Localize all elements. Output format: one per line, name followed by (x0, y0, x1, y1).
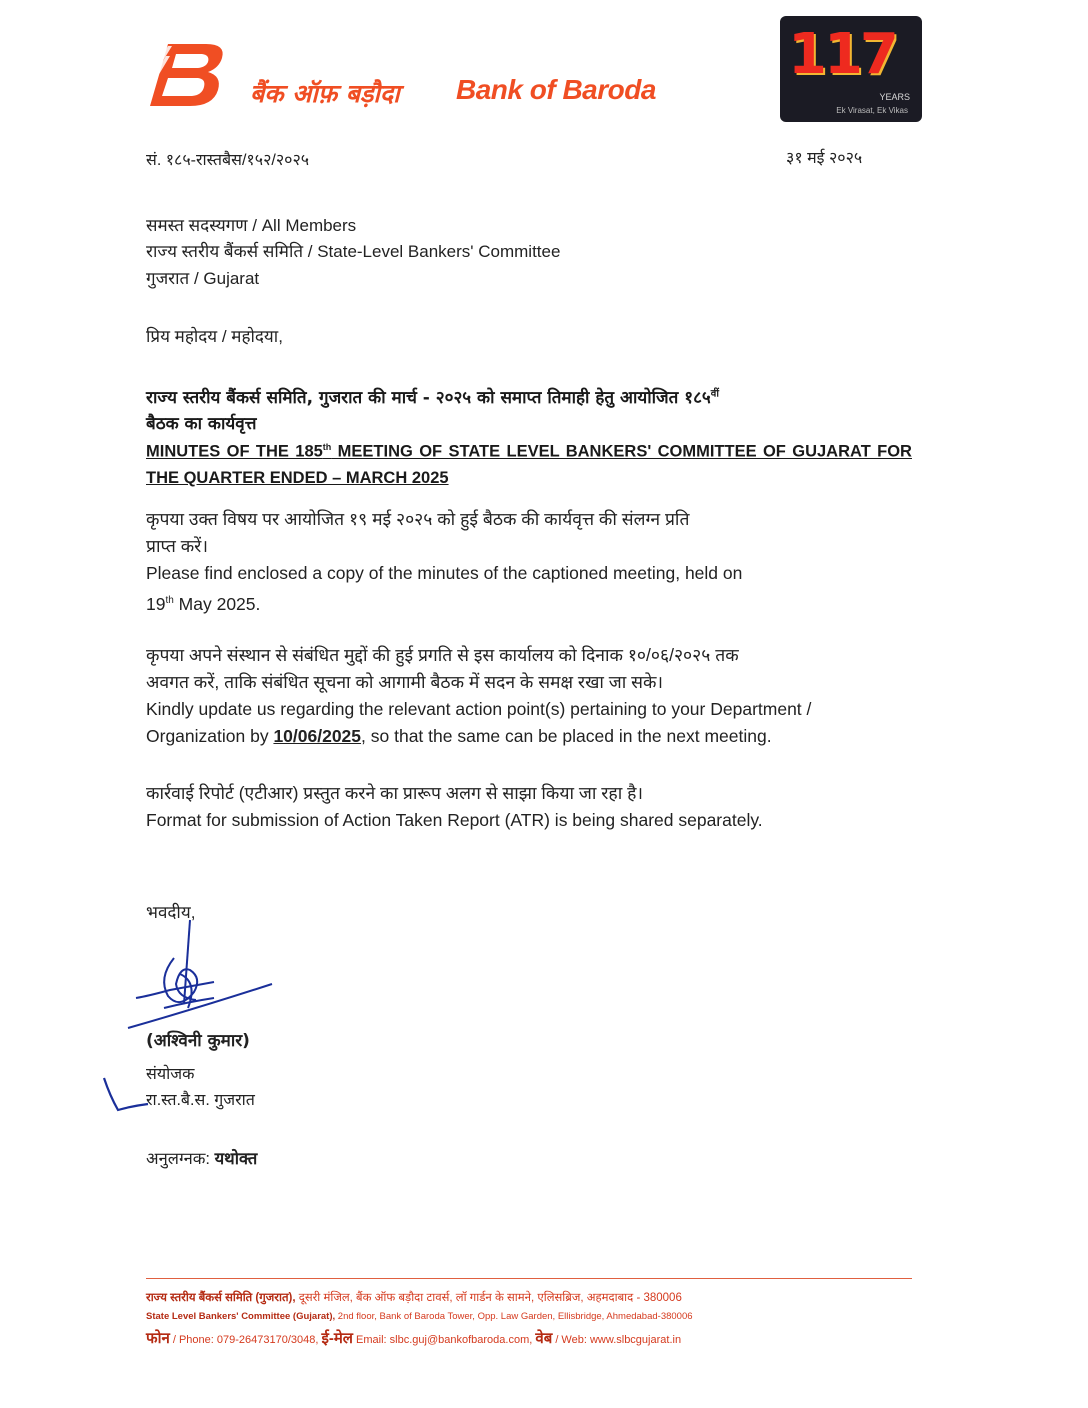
enclosure: अनुलग्नक: यथोक्त (146, 1149, 258, 1168)
para-3-hindi: कार्रवाई रिपोर्ट (एटीआर) प्रस्तुत करने का प्रारूप अलग से साझा किया जा रहा है। (146, 783, 644, 803)
footer-address-hindi: राज्य स्तरीय बैंकर्स समिति (गुजरात), दूसरी मंजिल, बैंक ऑफ बड़ौदा टावर्स, लॉ गार्डन के सामने, एलिसब्रिज, अहमदाबाद - 380006 (146, 1292, 682, 1304)
badge-years: YEARS (879, 92, 910, 102)
badge-subtitle: Ek Virasat, Ek Vikas (836, 106, 908, 115)
anniversary-badge (780, 16, 922, 122)
addressee-line-3: गुजरात / Gujarat (146, 269, 260, 288)
para-3-english: Format for submission of Action Taken Report (ATR) is being shared separately. (146, 810, 763, 830)
signatory-name: (अश्विनी कुमार) (146, 1031, 250, 1051)
letter-date: ३१ मई २०२५ (786, 150, 863, 167)
signatory-organization: रा.स्त.बै.स. गुजरात (146, 1092, 255, 1109)
para-2-hindi-line-1: कृपया अपने संस्थान से संबंधित मुद्दों की हुई प्रगति से इस कार्यालय को दिनाक १०/०६/२०२५ तक (146, 645, 739, 665)
bank-of-baroda-logo-icon (146, 42, 228, 108)
para-2 (146, 642, 912, 750)
addressee-line-1: समस्त सदस्यगण / All Members (146, 216, 357, 235)
para-1-hindi-line-2: प्राप्त करें। (146, 536, 208, 556)
sign-off: भवदीय, (146, 903, 196, 922)
para-1-english-line-2: 19th May 2025. (146, 593, 261, 614)
para-2-english-line-1: Kindly update us regarding the relevant action point(s) pertaining to your Department / (146, 699, 812, 719)
footer-address-english: State Level Bankers' Committee (Gujarat), 2nd floor, Bank of Baroda Tower, Opp. Law Garden, Ellisbridge, Ahmedabad-380006 (146, 1311, 693, 1322)
footer-contact: फोन / Phone: 079-26473170/3048, ई-मेल Email: slbc.guj@bankofbaroda.com, वेब / Web: www.slbcgujarat.in (146, 1330, 682, 1347)
para-2-english-line-2: Organization by 10/06/2025, so that the same can be placed in the next meeting. (146, 726, 772, 746)
handwritten-signature (118, 918, 288, 1046)
signatory-designation: संयोजक (146, 1066, 195, 1083)
para-1-hindi-line-1: कृपया उक्त विषय पर आयोजित १९ मई २०२५ को हुई बैठक की कार्यवृत्त की संलग्न प्रति (146, 509, 690, 529)
subject-hindi-line-2: बैठक का कार्यवृत्त (146, 414, 257, 434)
para-1 (146, 506, 912, 618)
badge-number: 117 (788, 22, 896, 87)
reference-number: सं. १८५-रास्तबैस/१५२/२०२५ (146, 152, 310, 169)
para-2-hindi-line-2: अवगत करें, ताकि संबंधित सूचना को आगामी बैठक में सदन के समक्ष रखा जा सके। (146, 672, 664, 692)
para-1-english-line-1: Please find enclosed a copy of the minutes of the captioned meeting, held on (146, 563, 743, 583)
action-deadline-date: 10/06/2025 (273, 726, 362, 746)
subject-hindi-line-1: राज्य स्तरीय बैंकर्स समिति, गुजरात की मार्च - २०२५ को समाप्त तिमाही हेतु आयोजित $१८५^{वीं}$ (146, 388, 719, 408)
salutation: प्रिय महोदय / महोदया, (146, 327, 283, 346)
para-3 (146, 780, 912, 834)
footer-divider (146, 1278, 912, 1279)
logo-text-english: Bank of Baroda (456, 74, 656, 105)
tick-mark-icon (102, 1076, 152, 1116)
logo-text-hindi: बैंक ऑफ़ बड़ौदा (250, 79, 400, 108)
subject-english: MINUTES OF THE 185th MEETING OF STATE LEVEL BANKERS' COMMITTEE OF GUJARAT FOR THE QUARTER ENDED – MARCH 2025 (146, 442, 912, 487)
addressee-line-2: राज्य स्तरीय बैंकर्स समिति / State-Level Bankers' Committee (146, 242, 561, 261)
